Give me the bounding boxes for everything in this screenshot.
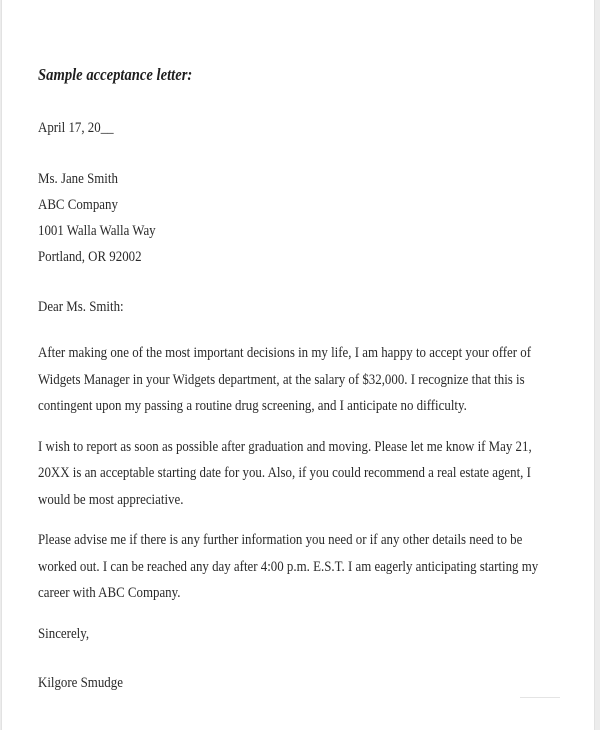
recipient-address (38, 166, 563, 270)
recipient-company: ABC Company (38, 197, 118, 213)
recipient-name: Ms. Jane Smith (38, 171, 118, 187)
letter-body (38, 62, 563, 696)
closing: Sincerely, (38, 625, 90, 642)
body-paragraph-2: I wish to report as soon as possible after graduation and moving. Please let me know if May 21, 20XX is an acceptable starting date for you. Also, if you could recommend a real estate agent, I would be most appreciative. (38, 438, 532, 508)
body-paragraph-3: Please advise me if there is any further information you need or if any other details need to be worked out. I can be reached any day after 4:00 p.m. E.S.T. I am eagerly anticipating starting my career with ABC Company. (38, 532, 539, 601)
signature-name: Kilgore Smudge (38, 674, 123, 691)
letter-title: Sample acceptance letter: (38, 65, 193, 84)
salutation: Dear Ms. Smith: (38, 299, 124, 315)
body-paragraph-1: After making one of the most important decisions in my life, I am happy to accept your offer of Widgets Manager in your Widgets department, at the salary of $32,000. I recognize that this is contingent upon my passing a routine drug screening, and I anticipate no difficulty. (38, 345, 532, 414)
letter (38, 62, 539, 696)
recipient-city: Portland, OR 92002 (38, 249, 142, 265)
letter-date: April 17, 20__ (38, 120, 114, 136)
document-page (1, 0, 595, 730)
recipient-street: 1001 Walla Walla Way (38, 223, 156, 239)
footer-divider (520, 697, 560, 698)
